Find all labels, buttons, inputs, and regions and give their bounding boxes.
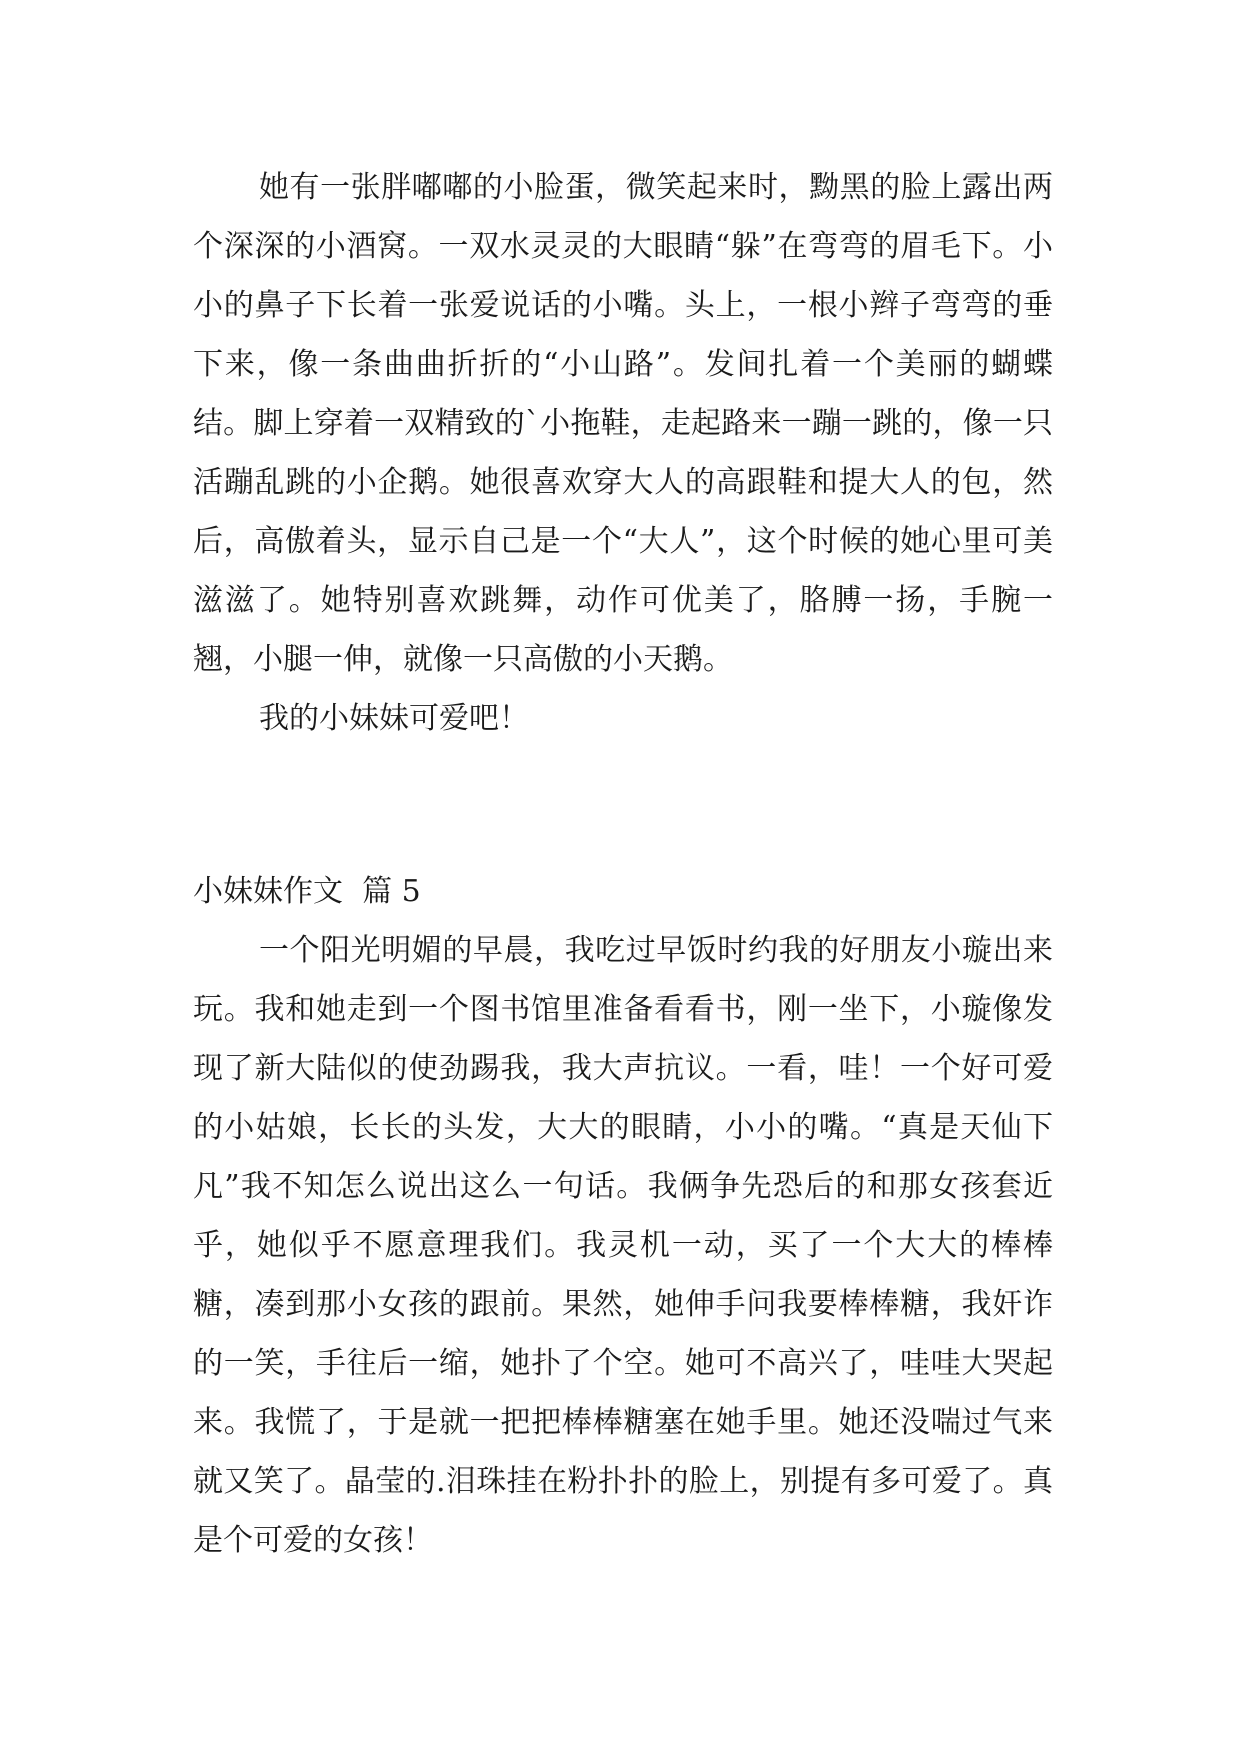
section-2-paragraph-1: 一个阳光明媚的早晨，我吃过早饭时约我的好朋友小璇出来玩。我和她走到一个图书馆里准备看看书，刚一坐下，小璇像发现了新大陆似的使劲踢我，我大声抗议。一看，哇！一个好可爱的小姑娘，长长的头发，大大的眼睛，小小的嘴。“真是天仙下凡”我不知怎么说出这么一句话。我俩争先恐后的和那女孩套近乎，她似乎不愿意理我们。我灵机一动，买了一个大大的棒棒糖，凑到那小女孩的跟前。果然，她伸手问我要棒棒糖，我奸诈的一笑，手往后一缩，她扑了个空。她可不高兴了，哇哇大哭起来。我慌了，于是就一把把棒棒糖塞在她手里。她还没喘过气来就又笑了。晶莹的.泪珠挂在粉扑扑的脸上，别提有多可爱了。真是个可爱的女孩！ <box>193 933 1053 1558</box>
section-2-heading-block <box>193 862 1053 921</box>
section-2-heading: 小妹妹作文 篇 5 <box>193 874 421 909</box>
section-1-paragraph-1: 她有一张胖嘟嘟的小脸蛋，微笑起来时，黝黑的脸上露出两个深深的小酒窝。一双水灵灵的大眼睛“躲”在弯弯的眉毛下。小小的鼻子下长着一张爱说话的小嘴。头上，一根小辫子弯弯的垂下来，像一条曲曲折折的“小山路”。发间扎着一个美丽的蝴蝶结。脚上穿着一双精致的`小拖鞋，走起路来一蹦一跳的，像一只活蹦乱跳的小企鹅。她很喜欢穿大人的高跟鞋和提大人的包，然后，高傲着头，显示自己是一个“大人”，这个时候的她心里可美滋滋了。她特别喜欢跳舞，动作可优美了，胳膊一扬，手腕一翘，小腿一伸，就像一只高傲的小天鹅。 <box>193 170 1053 677</box>
section-1-paragraph-2: 我的小妹妹可爱吧！ <box>259 701 529 736</box>
section-2-body <box>193 921 1053 1570</box>
section-1-body <box>193 158 1053 748</box>
